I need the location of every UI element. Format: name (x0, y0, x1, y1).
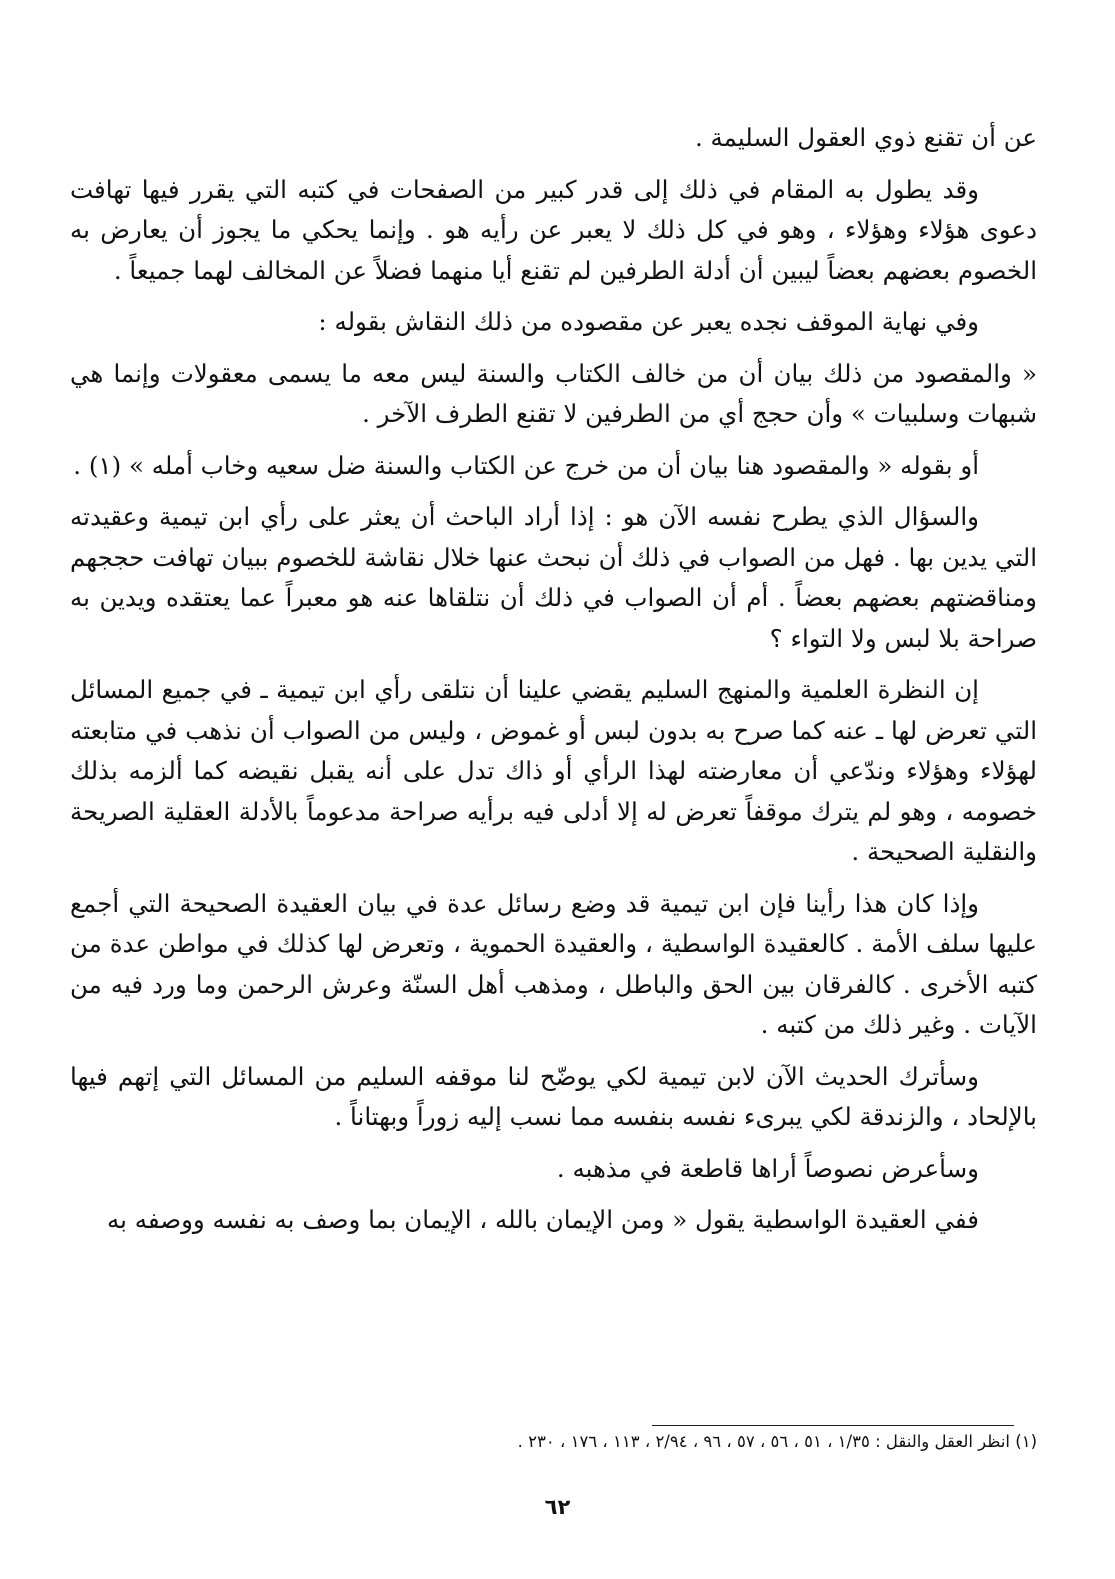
paragraph: وسأعرض نصوصاً أراها قاطعة في مذهبه . (556, 1153, 979, 1183)
body-text (70, 118, 1037, 1241)
paragraph-continuation: عن أن تقنع ذوي العقول السليمة . (694, 123, 1037, 152)
paragraph: وسأترك الحديث الآن لابن تيمية لكي يوضّح لنا موقفه السليم من المسائل التي إتهم فيها بالإلحاد ، والزندقة لكي يبرىء نفسه بنفسه مما نسب إليه زوراً وبهتاناً . (70, 1061, 1037, 1131)
paragraph: وفي نهاية الموقف نجده يعبر عن مقصوده من ذلك النقاش بقوله : (318, 307, 979, 336)
quotation-paragraph: « والمقصود من ذلك بيان أن من خالف الكتاب والسنة ليس معه ما يسمى معقولات وإنما هي شبهات وسلبيات » وأن حجج أي من الطرفين لا تقنع الطرف الآخر . (70, 358, 1037, 428)
paragraph: ففي العقيدة الواسطية يقول « ومن الإيمان بالله ، الإيمان بما وصف به نفسه ووصفه به (107, 1205, 979, 1234)
page-number: ٦٢ (544, 1495, 571, 1519)
paragraph: إن النظرة العلمية والمنهج السليم يقضي علينا أن نتلقى رأي ابن تيمية ـ في جميع المسائل التي تعرض لها ـ عنه كما صرح به بدون لبس أو غموض ، وليس من الصواب أن نذهب في متابعته لهؤلاء وهؤلاء وندّعي أن معارضته لهذا الرأي أو ذاك تدل على أنه يقبل نقيضه كما ألزمه بذلك خصومه ، وهو لم يترك موقفاً تعرض له إلا أدلى فيه برأيه صراحة مدعوماً بالأدلة العقلية الصريحة والنقلية الصحيحة . (70, 675, 1037, 866)
footnote: (١) انظر العقل والنقل : ١/٣٥ ، ٥١ ، ٥٦ ، ٥٧ ، ٩٦ ، ٢/٩٤ ، ١١٣ ، ١٧٦ ، ٢٣٠ . (517, 1432, 1037, 1451)
paragraph: أو بقوله « والمقصود هنا بيان أن من خرج عن الكتاب والسنة ضل سعيه وخاب أمله » (١) . (73, 450, 979, 480)
paragraph: وإذا كان هذا رأينا فإن ابن تيمية قد وضع رسائل عدة في بيان العقيدة الصحيحة التي أجمع عليها سلف الأمة . كالعقيدة الواسطية ، والعقيدة الحموية ، وتعرض لها كذلك في مواطن عدة من كتبه الأخرى . كالفرقان بين الحق والباطل ، ومذهب أهل السنّة وعرش الرحمن وما ورد فيه من الآيات . وغير ذلك من كتبه . (70, 888, 1037, 1039)
paragraph: والسؤال الذي يطرح نفسه الآن هو : إذا أراد الباحث أن يعثر على رأي ابن تيمية وعقيدته التي يدين بها . فهل من الصواب في ذلك أن نبحث عنها خلال نقاشة للخصوم ببيان تهافت حججهم ومناقضتهم بعضهم بعضاً . أم أن الصواب في ذلك أن نتلقاها عنه هو معبراً عما يعتقده ويدين به صراحة بلا لبس ولا التواء ؟ (70, 502, 1037, 653)
footnote-divider (652, 1425, 1014, 1426)
paragraph: وقد يطول به المقام في ذلك إلى قدر كبير من الصفحات في كتبه التي يقرر فيها تهافت دعوى هؤلاء وهؤلاء ، وهو في كل ذلك لا يعبر عن رأيه هو . وإنما يحكي ما يجوز أن يعارض به الخصوم بعضهم بعضاً ليبين أن أدلة الطرفين لم تقنع أيا منهما فضلاً عن المخالف لهما جميعاً . (70, 174, 1037, 285)
